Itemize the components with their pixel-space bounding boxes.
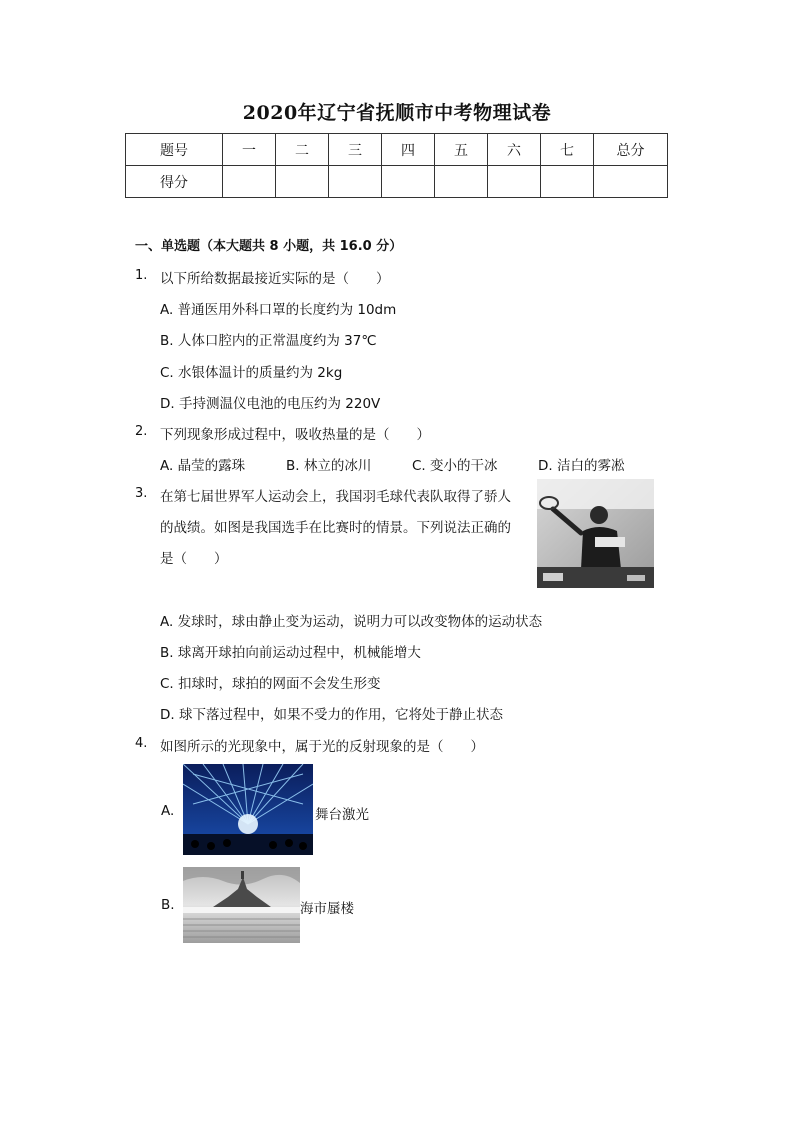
question-number: 4. bbox=[135, 736, 148, 751]
question-number: 3. bbox=[135, 486, 148, 501]
score-cell[interactable] bbox=[435, 166, 488, 198]
badminton-photo bbox=[537, 479, 654, 588]
score-cell[interactable] bbox=[488, 166, 541, 198]
score-row-label: 得分 bbox=[126, 166, 223, 198]
question-stem-line: 在第七届世界军人运动会上，我国羽毛球代表队取得了骄人 bbox=[160, 489, 511, 505]
score-header-cell: 六 bbox=[488, 134, 541, 166]
section-heading: 一、单选题（本大题共 8 小题，共 16.0 分） bbox=[135, 239, 403, 254]
question-number: 2. bbox=[135, 424, 148, 439]
score-header-cell: 五 bbox=[435, 134, 488, 166]
option-a-label: A. bbox=[161, 803, 175, 819]
question-stem: 如图所示的光现象中，属于光的反射现象的是（ ） bbox=[160, 739, 484, 755]
stage-laser-photo bbox=[183, 764, 313, 855]
score-header-cell: 三 bbox=[329, 134, 382, 166]
score-header-cell: 七 bbox=[541, 134, 594, 166]
score-cell[interactable] bbox=[223, 166, 276, 198]
score-cell[interactable] bbox=[329, 166, 382, 198]
score-table bbox=[125, 133, 668, 198]
score-header-cell: 一 bbox=[223, 134, 276, 166]
option-b: B. 人体口腔内的正常温度约为 37℃ bbox=[160, 333, 377, 349]
option-a: A. 晶莹的露珠 bbox=[160, 458, 246, 474]
option-a: A. 发球时，球由静止变为运动，说明力可以改变物体的运动状态 bbox=[160, 614, 543, 630]
question-stem: 下列现象形成过程中，吸收热量的是（ ） bbox=[160, 427, 430, 443]
score-header-cell: 总分 bbox=[594, 134, 668, 166]
score-cell[interactable] bbox=[382, 166, 435, 198]
option-d: D. 手持测温仪电池的电压约为 220V bbox=[160, 396, 381, 412]
option-c: C. 变小的干冰 bbox=[412, 458, 498, 474]
option-c: C. 水银体温计的质量约为 2kg bbox=[160, 365, 343, 381]
question-stem-line: 的战绩。如图是我国选手在比赛时的情景。下列说法正确的 bbox=[160, 520, 511, 536]
option-d: D. 洁白的雾凇 bbox=[538, 458, 625, 474]
option-c: C. 扣球时，球拍的网面不会发生形变 bbox=[160, 676, 381, 692]
option-b: B. 林立的冰川 bbox=[286, 458, 372, 474]
mirage-photo bbox=[183, 867, 300, 943]
option-d: D. 球下落过程中，如果不受力的作用，它将处于静止状态 bbox=[160, 707, 503, 723]
question-stem: 以下所给数据最接近实际的是（ ） bbox=[160, 271, 390, 287]
page-title: 2020年辽宁省抚顺市中考物理试卷 bbox=[242, 102, 552, 124]
option-a-text: 舞台激光 bbox=[315, 807, 369, 823]
score-header-cell: 题号 bbox=[126, 134, 223, 166]
score-header-cell: 二 bbox=[276, 134, 329, 166]
score-header-cell: 四 bbox=[382, 134, 435, 166]
option-b-text: 海市蜃楼 bbox=[300, 901, 354, 917]
score-cell[interactable] bbox=[594, 166, 668, 198]
score-table-score-row bbox=[126, 166, 668, 198]
option-b-label: B. bbox=[161, 897, 175, 913]
question-number: 1. bbox=[135, 268, 148, 283]
option-a: A. 普通医用外科口罩的长度约为 10dm bbox=[160, 302, 397, 318]
score-cell[interactable] bbox=[541, 166, 594, 198]
score-table-header-row bbox=[126, 134, 668, 166]
question-stem-line: 是（ ） bbox=[160, 551, 228, 567]
score-cell[interactable] bbox=[276, 166, 329, 198]
option-b: B. 球离开球拍向前运动过程中，机械能增大 bbox=[160, 645, 421, 661]
